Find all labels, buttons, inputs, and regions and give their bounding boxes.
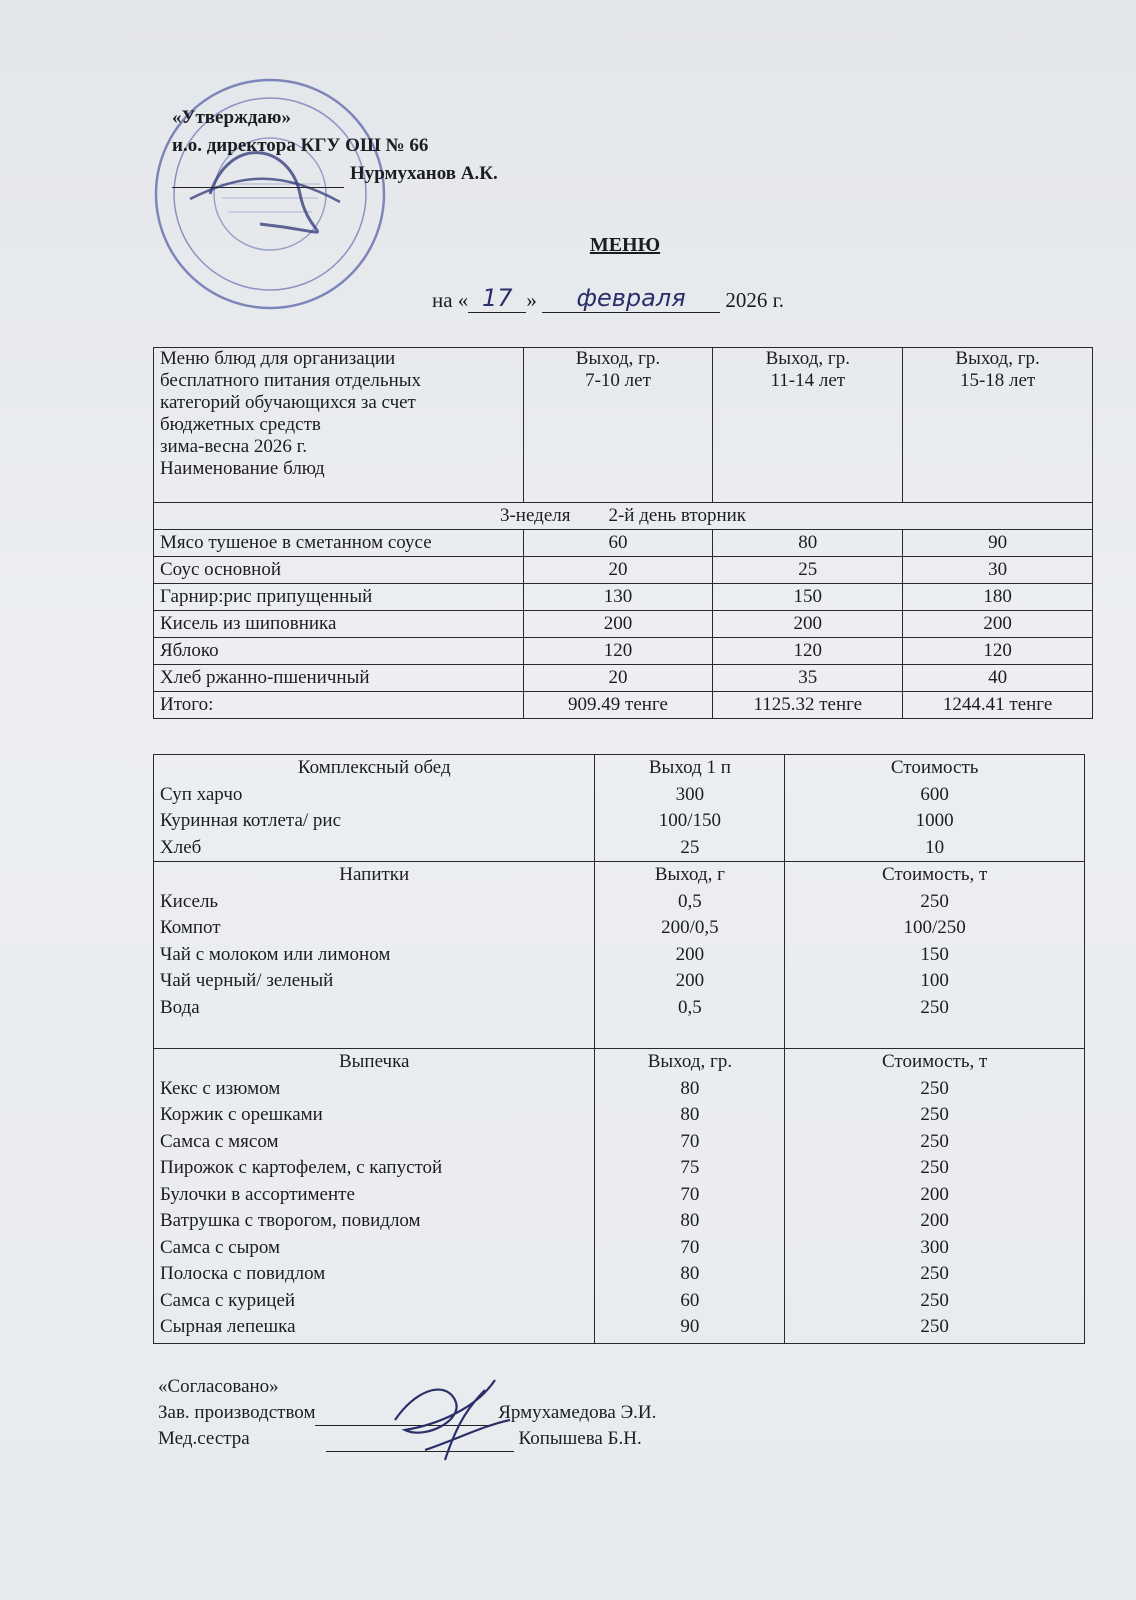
item-cost: 300 (920, 1236, 949, 1258)
group-title: Выход, гр. (575, 348, 661, 369)
section-complex-lunch (154, 755, 1085, 862)
date-mid: » (526, 288, 537, 312)
item-name: Булочки в ассортименте (160, 1183, 355, 1205)
item-name: Вода (160, 996, 200, 1018)
group-age: 15-18 лет (959, 370, 1036, 391)
header-line: Наименование блюд (160, 458, 325, 479)
item-name: Ватрушка с творогом, повидлом (160, 1210, 421, 1231)
item-name: Чай черный/ зеленый (160, 970, 334, 991)
approve-position: и.о. директора КГУ ОШ № 66 (172, 135, 429, 156)
date-prefix: на « (432, 288, 469, 312)
yield-header: Выход 1 п (648, 757, 731, 778)
item-name: Самса с сыром (160, 1236, 281, 1258)
item-yield: 200 (675, 943, 705, 965)
header-line: категорий обучающихся за счет (160, 392, 416, 413)
header-group-15-18 (903, 348, 1093, 503)
item-cost: 150 (920, 943, 949, 965)
agree-name: Ярмухамедова Э.И. (498, 1402, 657, 1423)
item-yield: 80 (680, 1263, 700, 1284)
cost-header: Стоимость, т (881, 1051, 988, 1072)
item-cost: 10 (925, 836, 945, 858)
section-yields (595, 1049, 785, 1344)
item-yield: 200 (675, 970, 705, 991)
section-title: Выпечка (338, 1051, 410, 1072)
cell-value: 20 (523, 557, 713, 584)
group-title: Выход, гр. (765, 348, 850, 369)
page-title: МЕНЮ (589, 234, 661, 256)
agree-role: Зав. производством (158, 1402, 316, 1423)
signature-icon (385, 1370, 515, 1470)
section-costs (785, 1049, 1085, 1344)
total-row (154, 692, 1093, 719)
dish-name: Хлеб ржанно-пшеничный (154, 665, 524, 692)
agree-name: Копышева Б.Н. (518, 1428, 642, 1449)
item-cost: 250 (920, 996, 949, 1018)
item-name: Сырная лепешка (160, 1316, 296, 1337)
cell-value: 200 (713, 611, 903, 638)
cell-value: 90 (903, 530, 1093, 557)
item-cost: 100/250 (903, 917, 966, 938)
total-value: 909.49 тенге (523, 692, 713, 719)
date-day: 17 (482, 284, 513, 312)
cell-value: 40 (903, 665, 1093, 692)
cell-value: 200 (523, 611, 713, 638)
week-row (154, 503, 1093, 530)
header-line: Меню блюд для организации (160, 348, 396, 369)
item-name: Куринная котлета/ рис (160, 810, 342, 831)
item-yield: 25 (680, 836, 700, 858)
item-cost: 250 (920, 1077, 949, 1099)
item-name: Самса с мясом (160, 1130, 279, 1152)
item-cost: 250 (920, 1289, 949, 1311)
dish-name: Яблоко (154, 638, 524, 665)
item-yield: 80 (680, 1104, 700, 1125)
week-label: 3-неделя 2-й день вторник (154, 503, 1093, 530)
approve-label: «Утверждаю» (172, 107, 291, 128)
cell-value: 120 (523, 638, 713, 665)
header-group-11-14 (713, 348, 903, 503)
item-yield: 70 (680, 1130, 700, 1152)
item-name: Кекс с изюмом (160, 1077, 281, 1099)
section-yields (595, 755, 785, 862)
item-name: Полоска с повидлом (160, 1263, 326, 1284)
yield-header: Выход, г (654, 864, 725, 885)
date-month: февраля (576, 284, 686, 312)
item-name: Самса с курицей (160, 1289, 296, 1311)
table-row (154, 611, 1093, 638)
header-line: бесплатного питания отдельных (160, 370, 421, 391)
header-name-cell (154, 348, 524, 503)
cell-value: 180 (903, 584, 1093, 611)
group-title: Выход, гр. (955, 348, 1040, 369)
group-age: 11-14 лет (770, 370, 846, 391)
section-costs (785, 862, 1085, 1049)
item-yield: 70 (680, 1236, 700, 1258)
date-line (432, 286, 784, 313)
table-row (154, 530, 1093, 557)
dish-name: Гарнир:рис припущенный (154, 584, 524, 611)
total-value: 1244.41 тенге (903, 692, 1093, 719)
cell-value: 120 (713, 638, 903, 665)
item-yield: 200/0,5 (661, 917, 719, 938)
item-cost: 200 (920, 1183, 949, 1205)
item-yield: 0,5 (678, 996, 702, 1018)
cost-header: Стоимость (890, 757, 979, 778)
item-cost: 250 (920, 1104, 949, 1125)
cell-value: 35 (713, 665, 903, 692)
free-meals-table (153, 347, 1093, 719)
item-cost: 250 (920, 1130, 949, 1152)
dish-name: Мясо тушеное в сметанном соусе (154, 530, 524, 557)
table-row (154, 584, 1093, 611)
item-name: Компот (160, 917, 221, 938)
table-row (154, 665, 1093, 692)
free-meals-header (154, 348, 1093, 503)
cell-value: 120 (903, 638, 1093, 665)
table-row (154, 638, 1093, 665)
header-line: бюджетных средств (160, 414, 321, 435)
item-yield: 60 (680, 1289, 700, 1311)
item-name: Кисель (160, 890, 219, 912)
item-yield: 80 (680, 1077, 700, 1099)
item-name: Коржик с орешками (160, 1104, 323, 1125)
item-name: Хлеб (160, 836, 202, 858)
cell-value: 150 (713, 584, 903, 611)
director-name: Нурмуханов А.К. (350, 163, 498, 184)
item-yield: 90 (680, 1316, 700, 1337)
yield-header: Выход, гр. (647, 1051, 733, 1072)
signature-line (172, 167, 344, 188)
cell-value: 30 (903, 557, 1093, 584)
item-cost: 200 (920, 1210, 949, 1231)
item-yield: 0,5 (678, 890, 702, 912)
dish-name: Соус основной (154, 557, 524, 584)
agree-label: «Согласовано» (158, 1376, 279, 1397)
item-cost: 1000 (915, 810, 954, 831)
item-yield: 75 (680, 1157, 700, 1178)
section-names (154, 755, 595, 862)
item-yield: 80 (680, 1210, 700, 1231)
cell-value: 20 (523, 665, 713, 692)
cell-value: 80 (713, 530, 903, 557)
table-row (154, 557, 1093, 584)
item-name: Суп харчо (160, 783, 243, 805)
cell-value: 200 (903, 611, 1093, 638)
item-name: Чай с молоком или лимоном (160, 943, 391, 965)
agree-role: Мед.сестра (158, 1428, 250, 1449)
cell-value: 25 (713, 557, 903, 584)
dish-name: Кисель из шиповника (154, 611, 524, 638)
item-yield: 70 (680, 1183, 700, 1205)
item-yield: 300 (675, 783, 705, 805)
item-cost: 250 (920, 1316, 949, 1337)
item-cost: 100 (920, 970, 949, 991)
section-names (154, 1049, 595, 1344)
section-title: Напитки (339, 864, 410, 885)
header-group-7-10 (523, 348, 713, 503)
cost-header: Стоимость, т (881, 864, 988, 885)
group-age: 7-10 лет (585, 370, 651, 391)
total-label: Итого: (154, 692, 524, 719)
item-cost: 250 (920, 1157, 949, 1178)
header-line: зима-весна 2026 г. (160, 436, 308, 457)
item-cost: 600 (920, 783, 949, 805)
date-year: 2026 г. (725, 288, 785, 312)
item-cost: 250 (920, 1263, 949, 1284)
cell-value: 130 (523, 584, 713, 611)
paid-menu-table (153, 754, 1085, 1344)
approval-block (172, 104, 498, 188)
item-yield: 100/150 (658, 810, 722, 831)
item-cost: 250 (920, 890, 949, 912)
section-drinks (154, 862, 1085, 1049)
item-name: Пирожок с картофелем, с капустой (160, 1157, 443, 1178)
cell-value: 60 (523, 530, 713, 557)
section-pastry (154, 1049, 1085, 1344)
section-costs (785, 755, 1085, 862)
total-value: 1125.32 тенге (713, 692, 903, 719)
section-title: Комплексный обед (297, 757, 451, 778)
section-names (154, 862, 595, 1049)
section-yields (595, 862, 785, 1049)
